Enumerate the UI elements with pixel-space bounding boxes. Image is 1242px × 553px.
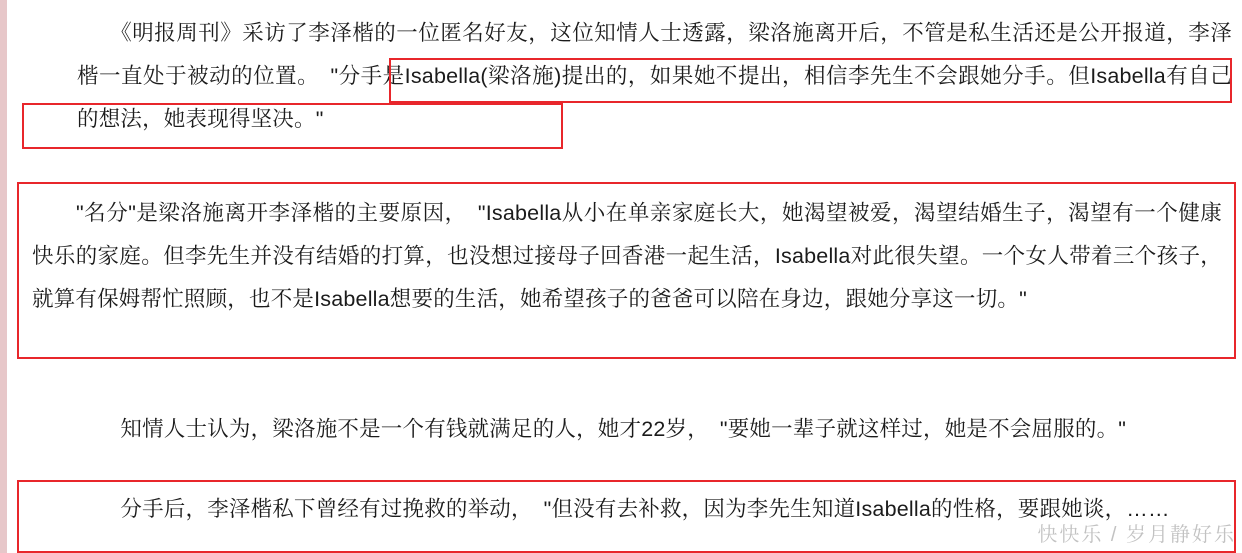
paragraph-3: 知情人士认为，梁洛施不是一个有钱就满足的人，她才22岁， "要她一辈子就这样过，她是不会屈服的。": [77, 417, 1127, 441]
paragraph-4: 分手后，李泽楷私下曾经有过挽救的举动， "但没有去补救，因为李先生知道Isabella的性格，要跟她谈，……: [77, 497, 1170, 521]
paragraph-1: 《明报周刊》采访了李泽楷的一位匿名好友，这位知情人士透露，梁洛施离开后，不管是私生活还是公开报道，李泽楷一直处于被动的位置。 "分手是Isabella(梁洛施)提出的，如果她不提出，相信李先生不会跟她分手。但Isabella有自己的想法，她表现得坚决。": [77, 21, 1232, 131]
watermark-text: 快快乐 / 岁月静好乐: [1037, 524, 1236, 546]
left-margin-rule: [0, 0, 7, 553]
paragraph-2: "名分"是梁洛施离开李泽楷的主要原因， "Isabella从小在单亲家庭长大，她渴望被爱，渴望结婚生子，渴望有一个健康快乐的家庭。但李先生并没有结婚的打算，也没想过接母子回香港一起生活，Isabella对此很失望。一个女人带着三个孩子，就算有保姆帮忙照顾，也不是Isabella想要的生活，她希望孩子的爸爸可以陪在身边，跟她分享这一切。": [32, 201, 1222, 311]
document-content: [7, 0, 1242, 553]
